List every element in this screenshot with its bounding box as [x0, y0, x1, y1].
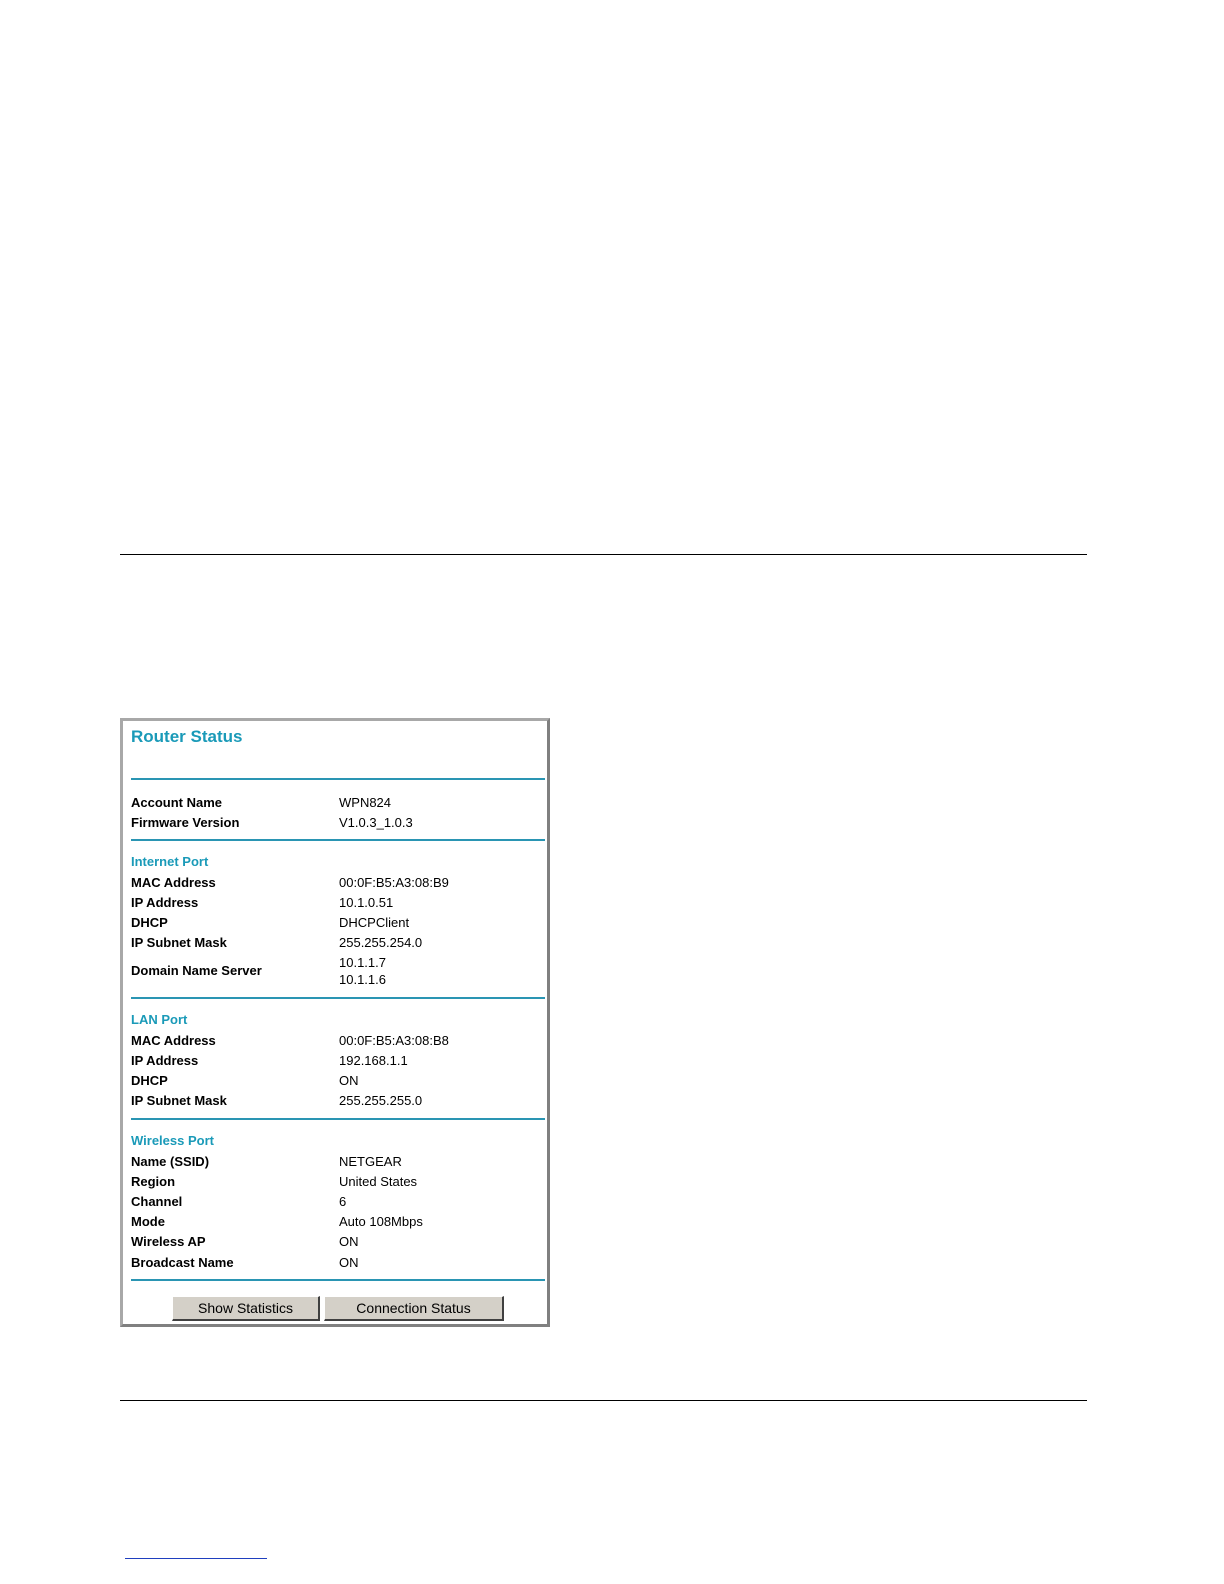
wireless-ap-value: ON — [339, 1234, 359, 1249]
internet-ip-value: 10.1.0.51 — [339, 895, 394, 910]
internet-dhcp-value: DHCPClient — [339, 915, 410, 930]
wireless-ap-label: Wireless AP — [131, 1234, 206, 1249]
router-status-panel — [120, 718, 550, 1327]
wireless-mode-label: Mode — [131, 1214, 165, 1229]
show-statistics-button[interactable]: Show Statistics — [172, 1296, 320, 1321]
firmware-version-value: V1.0.3_1.0.3 — [339, 815, 413, 830]
lan-dhcp-value: ON — [339, 1073, 359, 1088]
lan-port-heading: LAN Port — [131, 1012, 188, 1027]
wireless-broadcast-label: Broadcast Name — [131, 1255, 234, 1270]
section-divider — [131, 778, 545, 780]
internet-mac-label: MAC Address — [131, 875, 216, 890]
internet-port-heading: Internet Port — [131, 854, 209, 869]
internet-ip-label: IP Address — [131, 895, 199, 910]
page-divider-top — [120, 554, 1087, 555]
lan-mac-value: 00:0F:B5:A3:08:B8 — [339, 1033, 449, 1048]
wireless-channel-label: Channel — [131, 1194, 183, 1209]
internet-dhcp-label: DHCP — [131, 915, 168, 930]
wireless-channel-value: 6 — [339, 1194, 347, 1209]
wireless-region-value: United States — [339, 1174, 418, 1189]
wireless-region-label: Region — [131, 1174, 176, 1189]
internet-dns-value-secondary: 10.1.1.6 — [339, 972, 386, 987]
page-divider-bottom — [120, 1400, 1087, 1401]
section-divider — [131, 1279, 545, 1281]
wireless-port-heading: Wireless Port — [131, 1133, 214, 1148]
internet-subnet-value: 255.255.254.0 — [339, 935, 423, 950]
lan-ip-value: 192.168.1.1 — [339, 1053, 408, 1068]
section-divider — [131, 997, 545, 999]
wireless-broadcast-value: ON — [339, 1255, 359, 1270]
lan-subnet-label: IP Subnet Mask — [131, 1093, 227, 1108]
section-divider — [131, 1118, 545, 1120]
lan-dhcp-label: DHCP — [131, 1073, 168, 1088]
lan-mac-label: MAC Address — [131, 1033, 216, 1048]
account-name-value: WPN824 — [339, 795, 392, 810]
internet-dns-label: Domain Name Server — [131, 963, 262, 978]
connection-status-button[interactable]: Connection Status — [324, 1296, 504, 1321]
page-title: Router Status — [131, 727, 243, 746]
wireless-mode-value: Auto 108Mbps — [339, 1214, 423, 1229]
section-divider — [131, 839, 545, 841]
internet-subnet-label: IP Subnet Mask — [131, 935, 227, 950]
firmware-version-label: Firmware Version — [131, 815, 240, 830]
internet-mac-value: 00:0F:B5:A3:08:B9 — [339, 875, 449, 890]
wireless-ssid-value: NETGEAR — [339, 1154, 402, 1169]
wireless-ssid-label: Name (SSID) — [131, 1154, 210, 1169]
lan-ip-label: IP Address — [131, 1053, 199, 1068]
account-name-label: Account Name — [131, 795, 223, 810]
internet-dns-value-primary: 10.1.1.7 — [339, 955, 386, 970]
lan-subnet-value: 255.255.255.0 — [339, 1093, 423, 1108]
internet-dns-row — [131, 954, 551, 988]
footer-link-underline — [125, 1558, 267, 1559]
